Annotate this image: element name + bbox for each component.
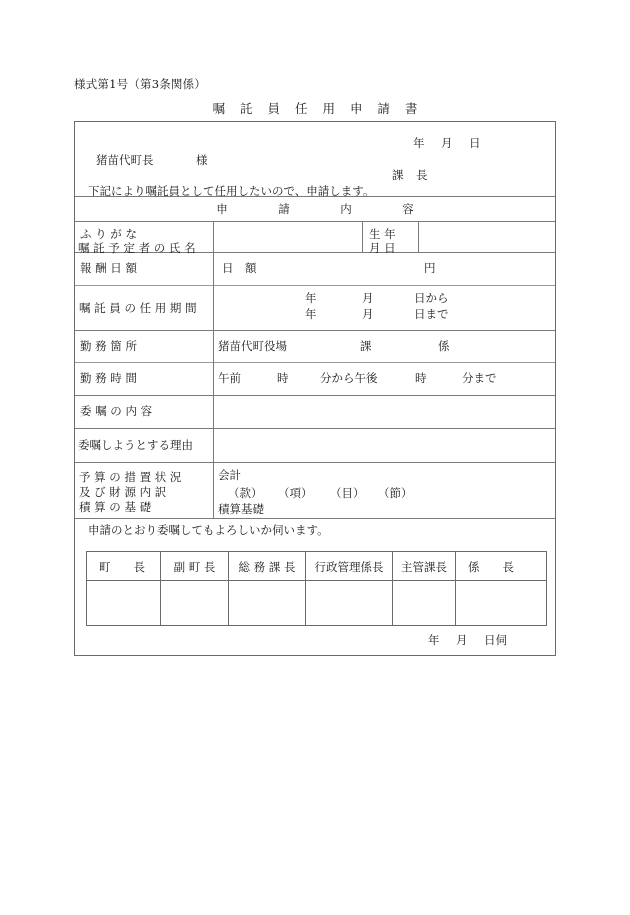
label-column-divider (213, 221, 214, 518)
budget-account[interactable]: 会計 (218, 468, 241, 482)
rule-below-hours (75, 395, 555, 396)
approval-header-cho: 町 長 (99, 560, 145, 574)
term-label: 嘱 託 員 の 任 用 期 間 (79, 301, 197, 315)
birthdate-label-line1: 生 年 (369, 227, 396, 241)
approval-header-shukan: 主管課長 (401, 560, 447, 574)
banner-char-1: 申 (216, 202, 228, 216)
name-label-line2: 嘱 託 予 定 者 の 氏 名 (78, 241, 196, 255)
work-hours-label: 勤 務 時 間 (80, 371, 137, 385)
rule-below-budget (75, 518, 555, 519)
rule-below-workplace (75, 362, 555, 363)
term-end-year: 年 (305, 307, 317, 321)
approval-header-gyosei: 行政管理係長 (314, 560, 384, 574)
entrust-content-label: 委 嘱 の 内 容 (80, 404, 153, 418)
rule-below-wage (75, 285, 555, 286)
term-start-year: 年 (305, 291, 317, 305)
workplace-label: 勤 務 箇 所 (80, 339, 137, 353)
term-start-day: 日から (414, 291, 449, 305)
approval-header-kakaricho: 係 長 (468, 560, 514, 574)
form-number: 様式第1号（第3条関係） (74, 77, 207, 91)
application-statement: 下記により嘱託員として任用したいので、申請します。 (88, 184, 375, 198)
work-hours-am: 午前 (218, 371, 241, 385)
addressee-line (96, 153, 208, 167)
budget-moku[interactable]: （目） (330, 486, 365, 500)
approval-divider-5 (455, 551, 456, 626)
furigana-label-line1: ふ り が な (80, 227, 137, 241)
budget-label-line2: 及 び 財 源 内 訳 (79, 485, 167, 499)
approval-note: 申請のとおり委嘱してもよろしいか伺います。 (88, 523, 329, 537)
budget-ko[interactable]: （項） (278, 486, 313, 500)
birthdate-label-line2: 月 日 (369, 241, 396, 255)
birthdate-divider-left (362, 221, 363, 252)
term-end-day: 日まで (414, 307, 449, 321)
work-hours-from: 分から午後 (320, 371, 378, 385)
entrust-reason-label: 委嘱しようとする理由 (78, 438, 193, 452)
work-hours-start-hour: 時 (277, 371, 289, 385)
applicant-role-cho: 長 (416, 168, 428, 182)
approval-header-rule (86, 580, 547, 581)
work-hours-to: 分まで (462, 371, 497, 385)
rule-below-term (75, 330, 555, 331)
rule-below-content (75, 428, 555, 429)
daily-wage-prefix: 日 額 (222, 261, 257, 275)
approval-header-fukucho: 副 町 長 (173, 560, 216, 574)
daily-wage-suffix: 円 (424, 261, 436, 275)
applicant-role-ka: 課 (392, 168, 404, 182)
budget-kan[interactable]: （款） (228, 486, 263, 500)
banner-char-2: 請 (278, 202, 290, 216)
work-hours-end-hour: 時 (415, 371, 427, 385)
approval-footer-date (428, 633, 507, 647)
banner-char-4: 容 (402, 202, 414, 216)
addressee-name: 猪苗代町長 (96, 153, 154, 167)
footer-date-month: 月 (456, 633, 468, 647)
footer-date-day: 日伺 (484, 633, 507, 647)
term-end-month: 月 (362, 307, 374, 321)
daily-wage-label: 報 酬 日 額 (80, 261, 137, 275)
workplace-subsection: 係 (438, 339, 450, 353)
approval-header-somu: 総 務 課 長 (238, 560, 296, 574)
addressee-honorific: 様 (196, 153, 208, 167)
rule-above-banner (75, 196, 555, 197)
content-banner (0, 202, 630, 216)
budget-setsu[interactable]: （節） (378, 486, 413, 500)
header-date-line (413, 136, 497, 150)
budget-basis[interactable]: 積算基礎 (218, 502, 264, 516)
applicant-role-line (392, 168, 428, 182)
rule-below-banner (75, 221, 555, 222)
banner-char-3: 内 (340, 202, 352, 216)
birthdate-divider-right (418, 221, 419, 252)
rule-below-reason (75, 462, 555, 463)
header-date-month: 月 (441, 136, 453, 150)
footer-date-year: 年 (428, 633, 440, 647)
document-title: 嘱 託 員 任 用 申 請 書 (212, 101, 423, 116)
header-date-year: 年 (413, 136, 425, 150)
budget-label-line3: 積 算 の 基 礎 (79, 500, 152, 514)
workplace-section: 課 (360, 339, 372, 353)
header-date-day: 日 (469, 136, 481, 150)
budget-label-line1: 予 算 の 措 置 状 況 (79, 470, 182, 484)
workplace-office: 猪苗代町役場 (218, 339, 287, 353)
term-start-month: 月 (362, 291, 374, 305)
